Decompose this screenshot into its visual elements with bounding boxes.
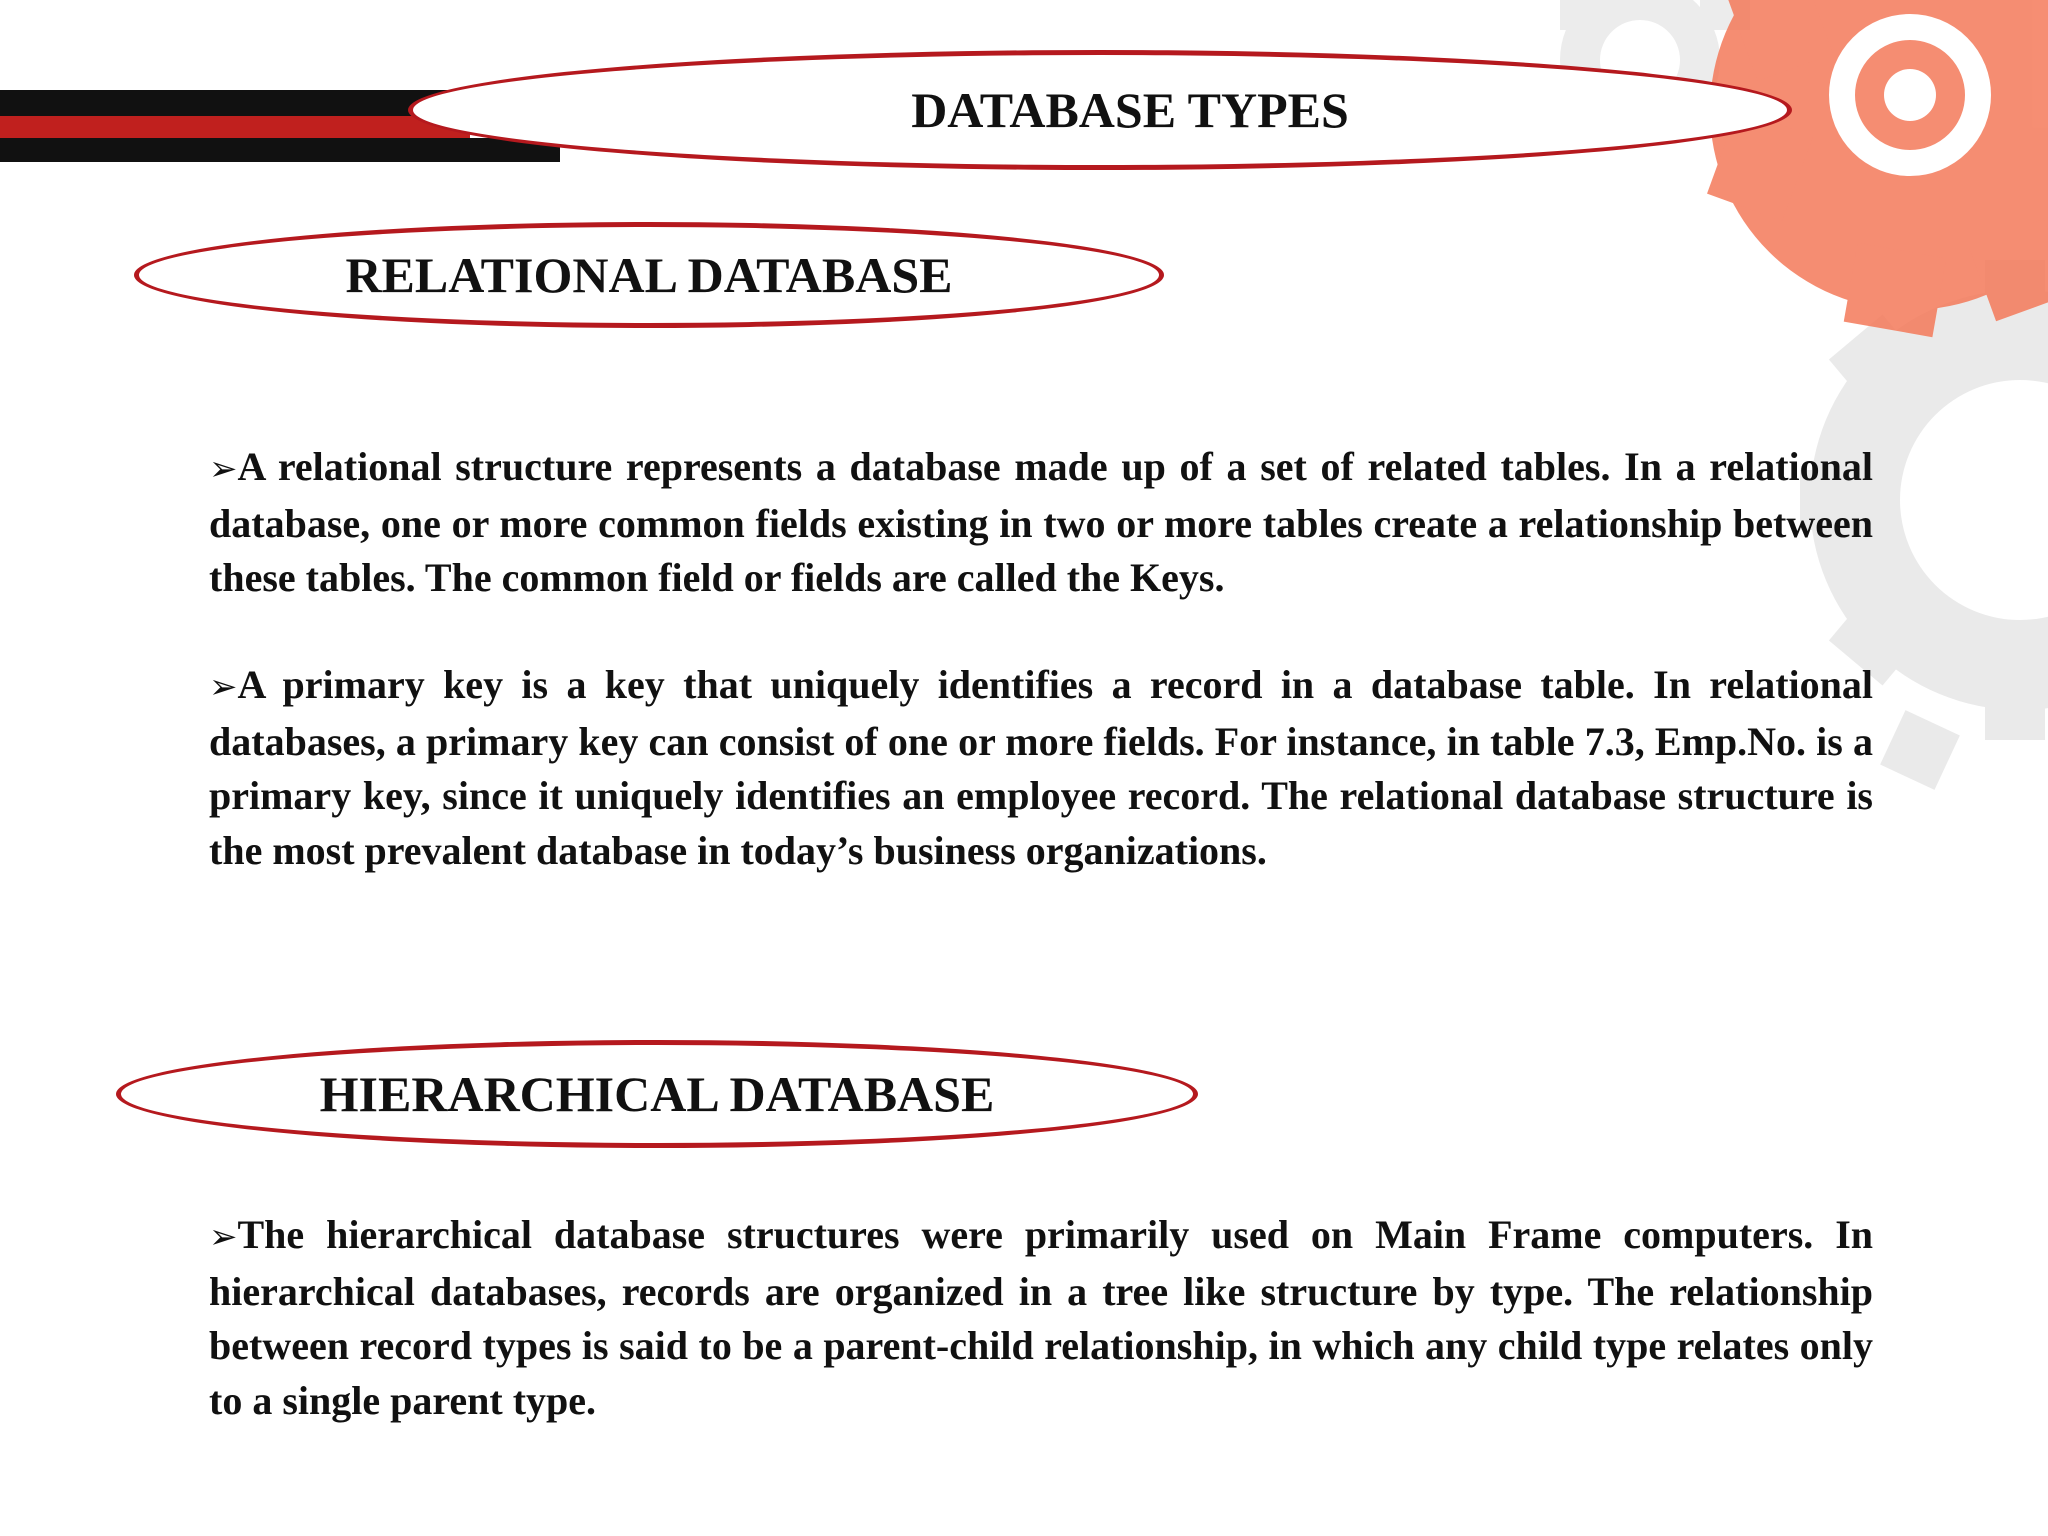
hierarchical-heading-banner [116,1040,1198,1148]
black-stripe-top [0,90,470,116]
orange-gear-icon [1707,0,2048,337]
black-stripe-bottom [0,138,560,162]
bullet-arrow-icon: ➢ [209,667,238,707]
page-title: DATABASE TYPES [911,82,1349,138]
red-stripe [0,116,470,138]
title-banner [408,50,1792,170]
hierarchical-paragraph-1: ➢The hierarchical database structures were primarily used on Main Frame computers. In hierarchical databases, records are organized in a tree like structure by type. The relationship between record types is said to be a parent-child relationship, in which any child type relates only to a single parent type. [209,1212,1873,1423]
relational-paragraph-2: ➢A primary key is a key that uniquely identifies a record in a database table. In relational databases, a primary key can consist of one or more fields. For instance, in table 7.3, Emp.No. is a primary key, since it uniquely identifies an employee record. The relational database structure is the most prevalent database in today’s business organizations. [209,662,1873,873]
bullet-arrow-icon: ➢ [209,1217,238,1257]
relational-paragraph-1: ➢A relational structure represents a database made up of a set of related tables. In a relational database, one or more common fields existing in two or more tables create a relationship between these tables. The common field or fields are called the Keys. [209,444,1873,600]
relational-heading: RELATIONAL DATABASE [345,247,953,303]
hierarchical-heading: HIERARCHICAL DATABASE [319,1066,995,1122]
bullet-arrow-icon: ➢ [209,449,238,489]
relational-heading-banner [134,222,1164,328]
